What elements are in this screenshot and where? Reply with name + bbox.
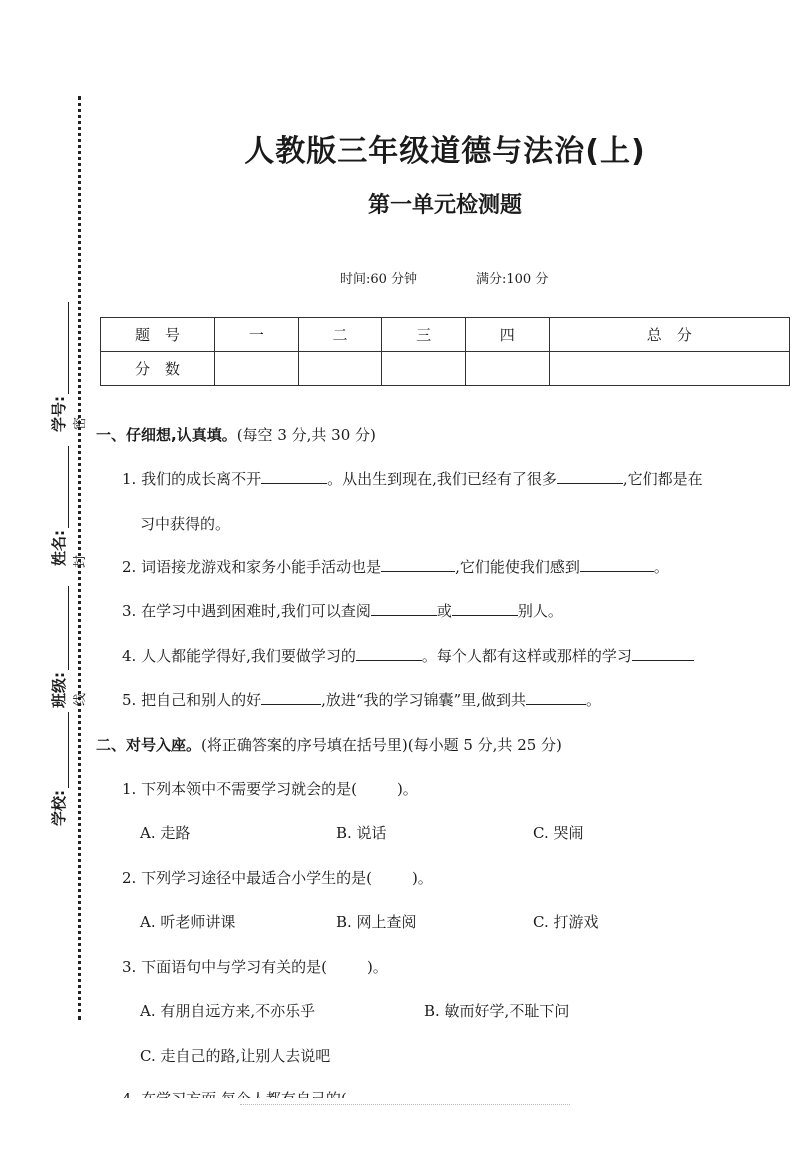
exam-time: 时间:60 分钟 bbox=[340, 272, 418, 287]
answer-blank[interactable] bbox=[557, 468, 623, 484]
question-text: 3. 在学习中遇到困难时,我们可以查阅 bbox=[122, 602, 371, 620]
option-a: A. 有朋自远方来,不亦乐乎 bbox=[140, 1002, 316, 1020]
section-1-heading bbox=[96, 424, 376, 445]
section-2-heading bbox=[96, 734, 562, 755]
question-1-4 bbox=[122, 645, 694, 666]
option-c: C. 哭闹 bbox=[533, 824, 584, 842]
binding-stamp-mi: 密 bbox=[73, 416, 89, 431]
question-text: 或 bbox=[436, 602, 452, 620]
student-id-field[interactable] bbox=[48, 302, 69, 432]
question-1-3 bbox=[122, 600, 563, 621]
score-table-cell: 四 bbox=[465, 318, 549, 352]
answer-blank[interactable] bbox=[261, 468, 327, 484]
option-c: C. 打游戏 bbox=[533, 913, 599, 931]
student-id-line bbox=[54, 302, 69, 394]
binding-stamp-xian: 线 bbox=[73, 692, 89, 707]
question-text: 。 bbox=[585, 691, 601, 709]
answer-blank[interactable] bbox=[580, 556, 654, 572]
section-2-note: (将正确答案的序号填在括号里)(每小题 5 分,共 25 分) bbox=[201, 736, 562, 754]
score-input-cell[interactable] bbox=[298, 352, 382, 386]
question-2-2 bbox=[122, 867, 433, 888]
class-label: 班级: bbox=[50, 672, 68, 708]
score-table-cell: 一 bbox=[215, 318, 299, 352]
answer-blank[interactable] bbox=[261, 689, 321, 705]
answer-blank[interactable] bbox=[356, 645, 422, 661]
score-input-cell[interactable] bbox=[549, 352, 789, 386]
question-text: 4. 人人都能学得好,我们要做学习的 bbox=[122, 647, 356, 665]
score-table-cell: 题 号 bbox=[101, 318, 215, 352]
score-table-cell: 二 bbox=[298, 318, 382, 352]
student-name-field[interactable] bbox=[48, 446, 69, 566]
question-2-1 bbox=[122, 778, 418, 799]
school-label: 学校: bbox=[50, 790, 68, 826]
section-1-note: (每空 3 分,共 30 分) bbox=[236, 426, 376, 444]
question-text: 。 bbox=[653, 558, 669, 576]
question-text: )。 bbox=[366, 958, 388, 976]
question-1-1 bbox=[122, 468, 703, 489]
question-text: ,放进“我的学习锦囊”里,做到共 bbox=[321, 691, 526, 709]
school-field[interactable] bbox=[48, 712, 69, 826]
answer-blank[interactable] bbox=[371, 600, 437, 616]
option-b: B. 敏而好学,不耻下问 bbox=[424, 1002, 570, 1020]
option-b: B. 说话 bbox=[336, 824, 387, 842]
question-text: )。 bbox=[396, 780, 418, 798]
question-text: 1. 我们的成长离不开 bbox=[122, 470, 262, 488]
class-line bbox=[54, 586, 69, 670]
question-text: 5. 把自己和别人的好 bbox=[122, 691, 262, 709]
score-input-cell[interactable] bbox=[382, 352, 466, 386]
answer-blank[interactable] bbox=[381, 556, 455, 572]
section-2-title: 二、对号入座。 bbox=[96, 736, 202, 754]
question-text: 1. 下列本领中不需要学习就会的是( bbox=[122, 780, 357, 798]
option-b: B. 网上查阅 bbox=[336, 913, 417, 931]
question-text: )。 bbox=[411, 869, 433, 887]
footer-ghost-line bbox=[240, 1104, 570, 1111]
question-text: 。每个人都有这样或那样的学习 bbox=[421, 647, 632, 665]
score-table-cell: 总 分 bbox=[549, 318, 789, 352]
question-1-5 bbox=[122, 689, 601, 710]
section-1-title: 一、仔细想,认真填。 bbox=[96, 426, 237, 444]
student-name-line bbox=[54, 446, 69, 528]
class-field[interactable] bbox=[48, 586, 69, 708]
question-text: 2. 词语接龙游戏和家务小能手活动也是 bbox=[122, 558, 382, 576]
question-text: 。从出生到现在,我们已经有了很多 bbox=[327, 470, 557, 488]
question-text: ,它们能使我们感到 bbox=[455, 558, 580, 576]
option-a: A. 走路 bbox=[140, 824, 191, 842]
question-text: 3. 下面语句中与学习有关的是( bbox=[122, 958, 327, 976]
school-line bbox=[54, 712, 69, 788]
binding-stamp-feng: 封 bbox=[73, 554, 89, 569]
answer-blank[interactable] bbox=[452, 600, 518, 616]
exam-title: 人教版三年级道德与法治(上) bbox=[244, 134, 646, 169]
answer-blank[interactable] bbox=[526, 689, 586, 705]
question-1-2 bbox=[122, 556, 669, 577]
score-input-cell[interactable] bbox=[465, 352, 549, 386]
score-input-cell[interactable] bbox=[215, 352, 299, 386]
question-text: 2. 下列学习途径中最适合小学生的是( bbox=[122, 869, 372, 887]
exam-total-score: 满分:100 分 bbox=[476, 272, 549, 287]
score-table-cell: 三 bbox=[382, 318, 466, 352]
score-table-score-row bbox=[101, 352, 790, 386]
student-id-label: 学号: bbox=[50, 396, 68, 432]
score-table bbox=[100, 317, 790, 386]
question-text: 别人。 bbox=[517, 602, 563, 620]
answer-blank[interactable] bbox=[632, 645, 694, 661]
student-name-label: 姓名: bbox=[50, 530, 68, 566]
question-2-3 bbox=[122, 956, 388, 977]
question-1-1-continued: 习中获得的。 bbox=[140, 515, 231, 533]
score-table-header-row bbox=[101, 318, 790, 352]
question-text: ,它们都是在 bbox=[622, 470, 703, 488]
option-c: C. 走自己的路,让别人去说吧 bbox=[140, 1047, 331, 1065]
option-a: A. 听老师讲课 bbox=[140, 913, 236, 931]
exam-subtitle: 第一单元检测题 bbox=[367, 193, 522, 218]
score-table-cell: 分 数 bbox=[101, 352, 215, 386]
